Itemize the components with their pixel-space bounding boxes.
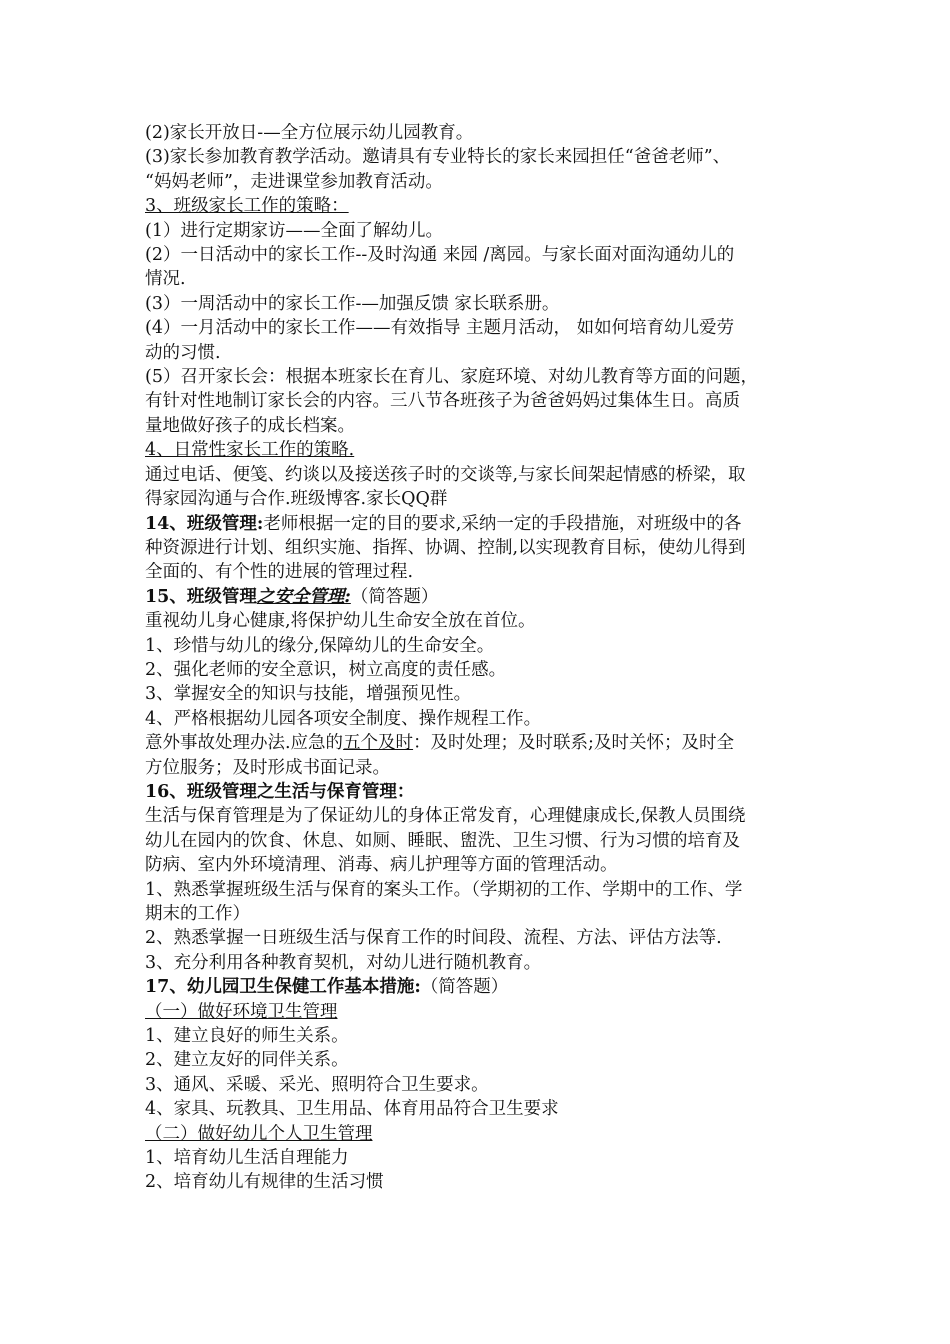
text-run: 1、培育幼儿生活自理能力 [145,1148,349,1169]
text-run: 重视幼儿身心健康,将保护幼儿生命安全放在首位。 [145,611,536,632]
text-run: 意外事故处理办法.应急的 [145,733,344,754]
text-run: 得家园沟通与合作.班级博客.家长QQ群 [145,489,448,510]
text-run: (4）一月活动中的家长工作——有效指导 主题月活动， 如如何培育幼儿爱劳 [145,318,735,339]
text-run: 4、家具、玩教具、卫生用品、体育用品符合卫生要求 [145,1099,559,1120]
text-run: 生活与保育管理是为了保证幼儿的身体正常发育，心理健康成长,保教人员围绕 [145,806,746,827]
text-run: 全面的、有个性的进展的管理过程. [145,562,414,583]
text-run: (2）一日活动中的家长工作--及时沟通 来园 /离园。与家长面对面沟通幼儿的 [145,245,735,266]
text-line [145,926,845,950]
text-run: 有针对性地制订家长会的内容。三八节各班孩子为爸爸妈妈过集体生日。高质 [145,391,740,412]
text-run: 3、通风、采暖、采光、照明符合卫生要求。 [145,1074,489,1095]
text-line [145,292,845,316]
text-run: 2、强化老师的安全意识，树立高度的责任感。 [145,659,507,680]
text-line [145,658,845,682]
text-run: 1、珍惜与幼儿的缘分,保障幼儿的生命安全。 [145,635,495,656]
text-run: 情况. [145,269,186,290]
text-line [145,1000,845,1024]
text-line [145,1073,845,1097]
text-line [145,585,845,609]
text-line [145,1048,845,1072]
text-line [145,438,845,462]
text-line [145,1146,845,1170]
text-line [145,682,845,706]
text-line [145,1122,845,1146]
text-run: (3）一周活动中的家长工作-—加强反馈 家长联系册。 [145,293,560,314]
text-line [145,121,845,145]
text-line [145,951,845,975]
text-line [145,1024,845,1048]
text-run: ：及时处理；及时联系;及时关怀；及时全 [413,733,734,754]
text-run: (5）召开家长会：根据本班家长在育儿、家庭环境、对幼儿教育等方面的问题， [145,367,758,388]
text-run: 五个及时 [343,733,414,754]
text-line [145,609,845,633]
text-run: （简答题） [350,586,439,607]
text-run: 量地做好孩子的成长档案。 [145,415,355,436]
text-line [145,389,845,413]
text-line [145,731,845,755]
text-run: 2、建立友好的同伴关系。 [145,1050,349,1071]
text-run: 期末的工作） [145,904,250,924]
text-run: (1）进行定期家访——全面了解幼儿。 [145,220,443,241]
text-run: 之安全管理: [256,586,351,607]
text-line [145,341,845,365]
text-run: 17、幼儿园卫生保健工作基本措施: [145,977,421,998]
text-run: “妈妈老师”，走进课堂参加教育活动。 [145,171,443,192]
text-line [145,170,845,194]
text-line [145,536,845,560]
text-line [145,1170,845,1194]
text-line [145,487,845,511]
document-page [145,121,845,1195]
text-line [145,194,845,218]
text-line [145,560,845,584]
text-run: （一）做好环境卫生管理 [145,1001,338,1022]
text-run: 3、班级家长工作的策略： [145,196,349,217]
text-run: 方位服务；及时形成书面记录。 [145,757,390,778]
text-line [145,853,845,877]
text-run: 1、建立良好的师生关系。 [145,1026,349,1047]
text-line [145,316,845,340]
text-line [145,512,845,536]
text-line [145,219,845,243]
text-line [145,878,845,902]
text-line [145,634,845,658]
text-line [145,243,845,267]
text-run: （简答题） [420,977,509,998]
text-line [145,975,845,999]
text-line [145,365,845,389]
text-run: 通过电话、便笺、约谈以及接送孩子时的交谈等,与家长间架起情感的桥梁，取 [145,464,746,485]
text-line [145,902,845,926]
text-line [145,145,845,169]
text-run: 14、班级管理: [145,513,264,534]
text-line [145,780,845,804]
text-line [145,1097,845,1121]
text-line [145,463,845,487]
text-line [145,414,845,438]
text-line [145,756,845,780]
text-run: 老师根据一定的目的要求,采纳一定的手段措施，对班级中的各 [263,513,742,534]
text-run: 4、日常性家长工作的策略. [145,440,355,461]
text-run: （二）做好幼儿个人卫生管理 [145,1123,373,1144]
text-run: 16、班级管理之生活与保育管理： [145,781,415,802]
text-run: 种资源进行计划、组织实施、指挥、协调、控制,以实现教育目标，使幼儿得到 [145,537,746,558]
text-run: 动的习惯. [145,342,221,363]
text-run: 2、熟悉掌握一日班级生活与保育工作的时间段、流程、方法、评估方法等. [145,928,722,949]
text-run: 2、培育幼儿有规律的生活习惯 [145,1172,384,1193]
text-run: (2)家长开放日-—全方位展示幼儿园教育。 [145,123,474,143]
text-run: 3、充分利用各种教育契机，对幼儿进行随机教育。 [145,952,542,973]
text-run: (3)家长参加教育教学活动。邀请具有专业特长的家长来园担任“爸爸老师”、 [145,147,731,168]
text-line [145,267,845,291]
text-run: 防病、室内外环境清理、消毒、病儿护理等方面的管理活动。 [145,855,618,876]
text-line [145,804,845,828]
text-run: 4、严格根据幼儿园各项安全制度、操作规程工作。 [145,708,542,729]
text-line [145,707,845,731]
text-run: 15、班级管理 [145,586,257,607]
text-run: 3、掌握安全的知识与技能，增强预见性。 [145,684,472,705]
text-line [145,829,845,853]
text-run: 幼儿在园内的饮食、休息、如厕、睡眠、盥洗、卫生习惯、行为习惯的培育及 [145,830,740,851]
text-run: 1、熟悉掌握班级生活与保育的案头工作。（学期初的工作、学期中的工作、学 [145,879,743,900]
